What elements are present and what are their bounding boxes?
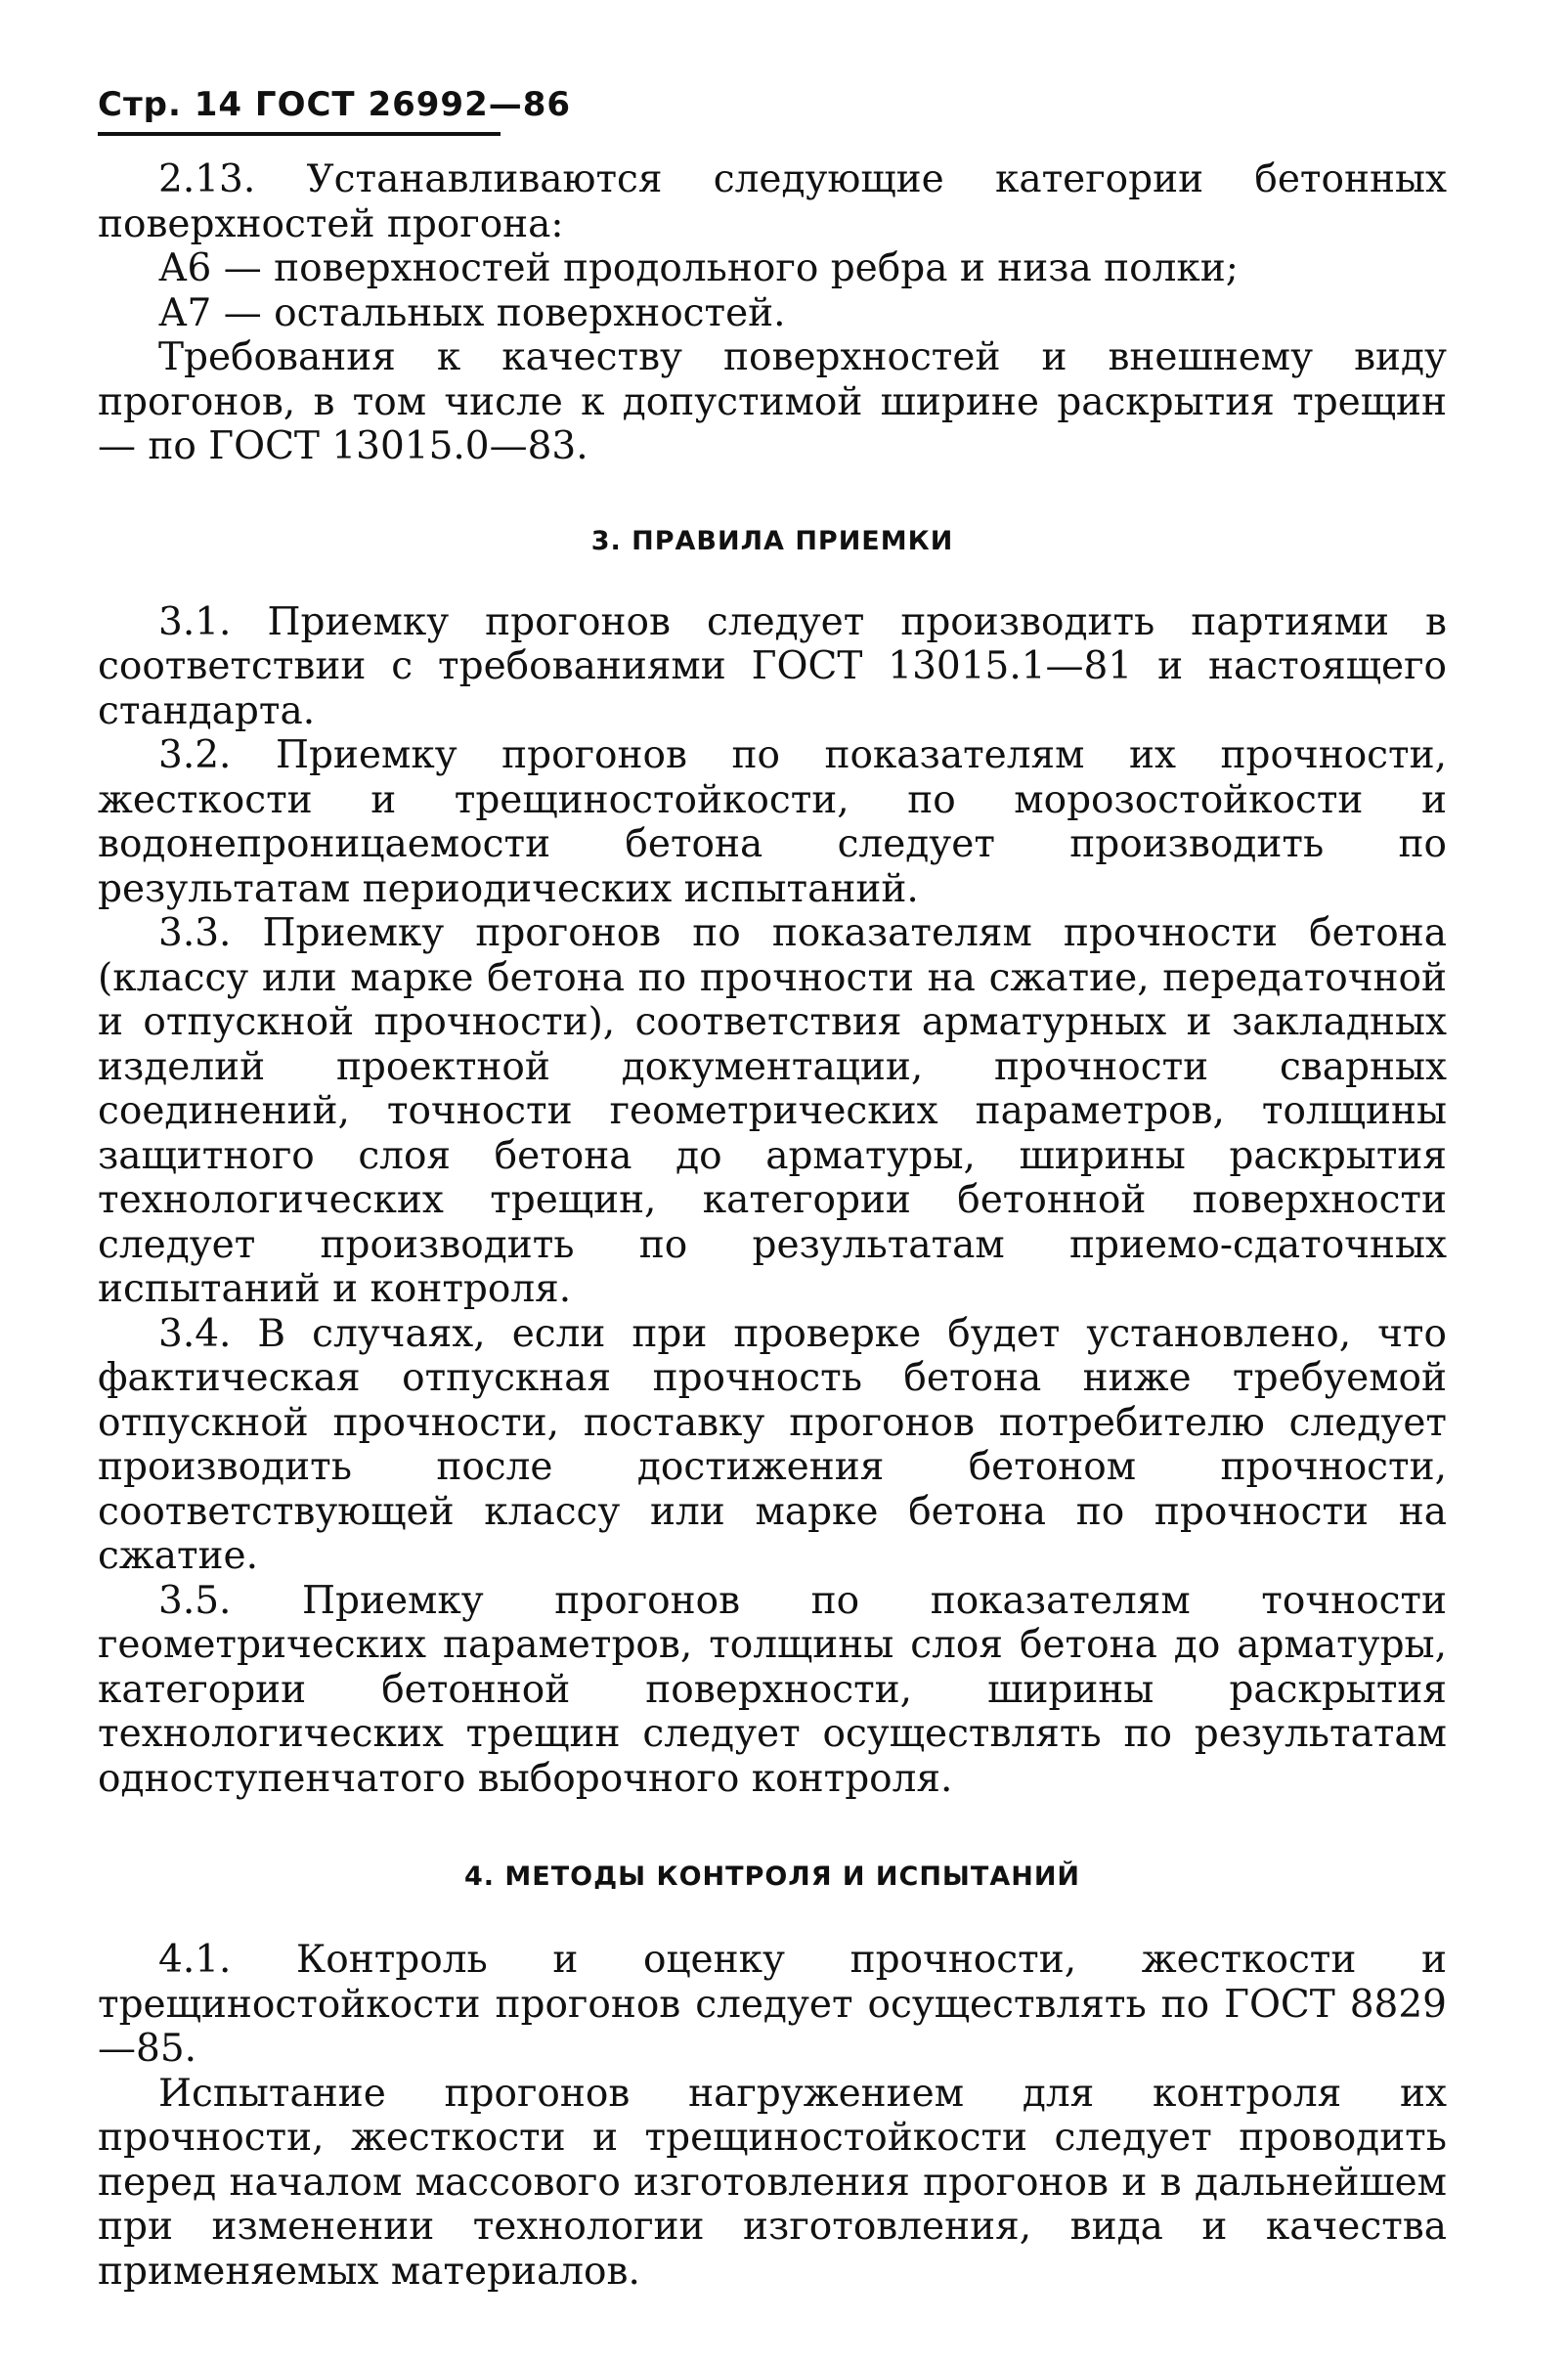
section-2-continued: [98, 157, 1447, 469]
running-head: Стр. 14 ГОСТ 26992—86: [98, 85, 572, 124]
document-page: [98, 83, 1447, 2294]
paragraph-load-testing: Испытание прогонов нагружением для контроля их прочности, жесткости и трещиностойкости следует проводить перед началом массового изготовления прогонов и в дальнейшем при изменении технологии изготовления, вида и качества применяемых материалов.: [98, 2071, 1447, 2294]
paragraph-surface-requirements: Требования к качеству поверхностей и внешнему виду прогонов, в том числе к допустимой ширине раскрытия трещин — по ГОСТ 13015.0—83.: [98, 335, 1447, 468]
section-3-body: [98, 600, 1447, 1802]
paragraph-3-1: 3.1. Приемку прогонов следует производить партиями в соответствии с требованиями ГОСТ 13015.1—81 и настоящего стандарта.: [98, 599, 1447, 733]
section-3-heading: 3. ПРАВИЛА ПРИЕМКИ: [590, 525, 954, 556]
paragraph-3-4: 3.4. В случаях, если при проверке будет установлено, что фактическая отпускная прочность бетона ниже требуемой отпускной прочности, поставку прогонов потребителю следует производить после достижения бетоном прочности, соответствующей классу или марке бетона по прочности на сжатие.: [98, 1311, 1447, 1578]
paragraph-2-13: 2.13. Устанавливаются следующие категории бетонных поверхностей прогона:: [98, 157, 1447, 246]
paragraph-3-5: 3.5. Приемку прогонов по показателям точности геометрических параметров, толщины слоя бетона до арматуры, категории бетонной поверхности, ширины раскрытия технологических трещин следует осуществлять по результатам одноступенчатого выборочного контроля.: [98, 1578, 1447, 1801]
paragraph-a6: А6 — поверхностей продольного ребра и низа полки;: [158, 246, 1239, 290]
paragraph-3-3: 3.3. Приемку прогонов по показателям прочности бетона (классу или марке бетона по прочности на сжатие, передаточной и отпускной прочности), соответствия арматурных и закладных изделий проектной документации, прочности сварных соединений, точности геометрических параметров, толщины защитного слоя бетона до арматуры, ширины раскрытия технологических трещин, категории бетонной поверхности следует производить по результатам приемо-сдаточных испытаний и контроля.: [98, 911, 1447, 1311]
section-4-heading: 4. МЕТОДЫ КОНТРОЛЯ И ИСПЫТАНИЙ: [463, 1861, 1081, 1892]
paragraph-a7: А7 — остальных поверхностей.: [158, 290, 786, 335]
section-4-body: [98, 1938, 1447, 2294]
paragraph-3-2: 3.2. Приемку прогонов по показателям их прочности, жесткости и трещиностойкости, по морозостойкости и водонепроницаемости бетона следует производить по результатам периодических испытаний.: [98, 733, 1447, 911]
paragraph-4-1: 4.1. Контроль и оценку прочности, жесткости и трещиностойкости прогонов следует осуществлять по ГОСТ 8829—85.: [98, 1938, 1447, 2071]
header-rule: [98, 132, 501, 136]
